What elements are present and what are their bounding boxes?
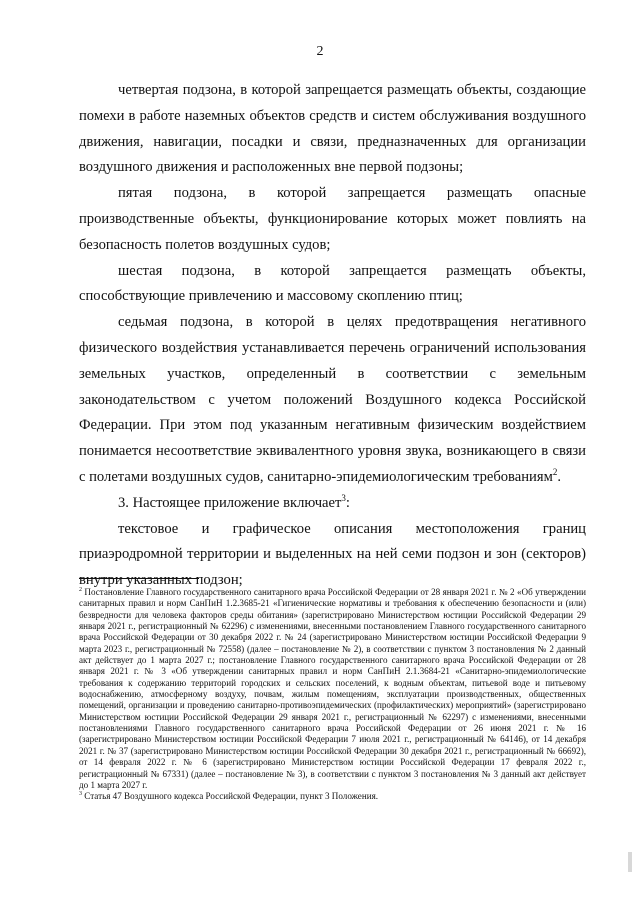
footnote-mark: 3 [79, 791, 82, 798]
footnote-ref-2[interactable]: 2 [552, 467, 558, 478]
page-number: 2 [316, 44, 324, 59]
body-text [79, 78, 586, 594]
footnote-2 [79, 587, 586, 791]
footnote-3 [79, 791, 586, 802]
footnote-separator [79, 578, 199, 579]
footnote-text: Статья 47 Воздушного кодекса Российской Федерации, пункт 3 Положения. [82, 791, 379, 802]
footnote-ref-3[interactable]: 3 [341, 492, 346, 503]
paragraph-subzone-7: седьмая подзона, в которой в целях предотвращения негативного физического воздействия устанавливается перечень ограничений использования земельных участков, определенный в соответствии с земельным законодательством с учетом положений Воздушного кодекса Российской Федерации. При этом под указанным негативным физическим воздействием понимается несоответствие эквивалентного уровня звука, возникающего в связи с полетами воздушных судов, санитарно-эпидемиологическим требованиям$^2$. [79, 314, 586, 485]
scan-edge-mark [628, 852, 632, 872]
footnotes [79, 587, 586, 803]
paragraph-subzone-4: четвертая подзона, в которой запрещается размещать объекты, создающие помехи в работе наземных объектов средств и систем обслуживания воздушного движения, навигации, посадки и связи, предназначенных для организации воздушного движения и расположенных вне первой подзоны; [79, 82, 586, 176]
footnote-mark: 2 [79, 586, 82, 593]
paragraph-descriptions: текстовое и графическое описания местоположения границ приаэродромной территории и выделенных на ней семи подзон и зон (секторов) внутри указанных подзон; [79, 520, 586, 589]
paragraph-item-3: 3. Настоящее приложение включает$^3$: [118, 492, 350, 511]
footnote-text: Постановление Главного государственного санитарного врача Российской Федерации от 28 января 2021 г. № 2 «Об утверждении санитарных правил и норм СанПиН 1.2.3685-21 «Гигиенические нормативы и требования к обеспечению безопасности и (или) безвредности для человека факторов среды обитания» (зарегистрировано Министерством юстиции Российской Федерации 29 января 2021 г., регистрационный № 62296) с изменениями, внесенными постановлением Главного государственного санитарного врача Российской Федерации от 30 декабря 2022 г. № 24 (зарегистрировано Министерством юстиции Российской Федерации 9 марта 2023 г., регистрационный № 72558) (далее – постановление № 2), в соответствии с пунктом 3 постановления № 2 данный акт действует до 1 марта 2027 г.; постановление Главного государственного санитарного врача Российской Федерации от 28 января 2021 г. № 3 «Об утверждении санитарных правил и норм СанПиН 2.1.3684-21 «Санитарно-эпидемиологические требования к содержанию территорий городских и сельских поселений, к водным объектам, питьевой воде и питьевому водоснабжению, атмосферному воздуху, почвам, жилым помещениям, эксплуатации производственных, общественных помещений, организации и проведению санитарно-противоэпидемических (профилактических) мероприятий» (зарегистрировано Министерством юстиции Российской Федерации 29 января 2021 г., регистрационный № 62297) с изменениями, внесенными постановлениями Главного государственного санитарного врача Российской Федерации от 26 июня 2021 г. № 16 (зарегистрировано Министерством юстиции Российской Федерации 7 июля 2021 г., регистрационный № 64146), от 14 декабря 2021 г. № 37 (зарегистрировано Министерством юстиции Российской Федерации 30 декабря 2021 г., регистрационный № 66692), от 14 февраля 2022 г. № 6 (зарегистрировано Министерством юстиции Российской Федерации 17 февраля 2022 г., регистрационный № 67331) (далее – постановление № 3), в соответствии с пунктом 3 постановления № 3 данный акт действует до 1 марта 2027 г. [79, 587, 586, 790]
paragraph-subzone-5: пятая подзона, в которой запрещается размещать опасные производственные объекты, функционирование которых может повлиять на безопасность полетов воздушных судов; [79, 185, 586, 253]
paragraph-subzone-6: шестая подзона, в которой запрещается размещать объекты, способствующие привлечению и массовому скоплению птиц; [79, 262, 586, 305]
